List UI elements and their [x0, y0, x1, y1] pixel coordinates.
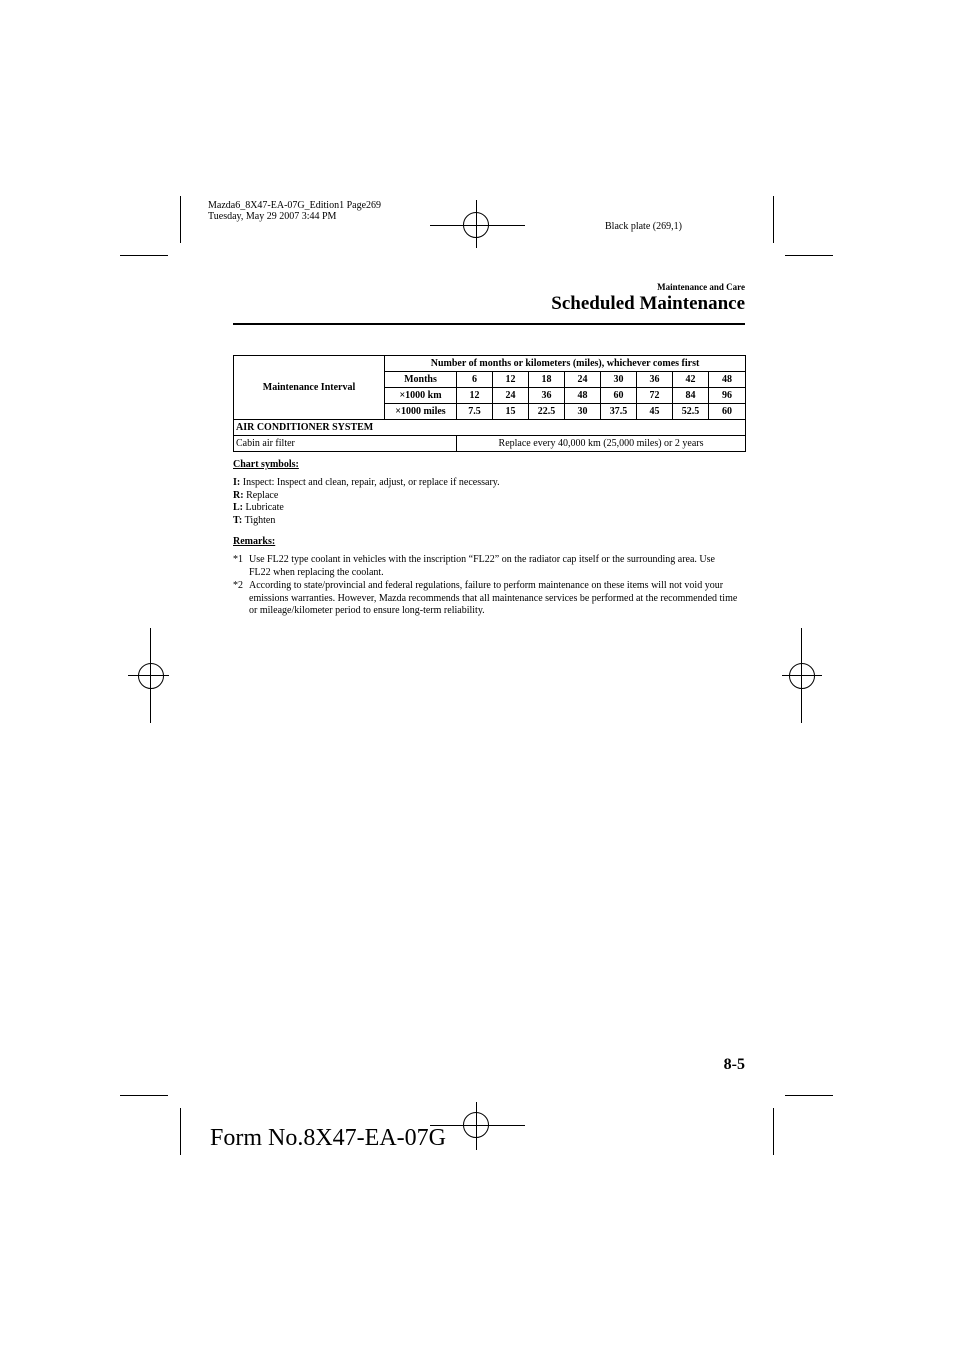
table-cell: 52.5 — [673, 404, 709, 420]
page-title: Scheduled Maintenance — [551, 293, 745, 314]
table-cell: 22.5 — [529, 404, 565, 420]
symbol-item — [233, 490, 278, 501]
table-cell: 15 — [493, 404, 529, 420]
symbol-text: Tighten — [242, 515, 276, 526]
table-cell: 60 — [601, 388, 637, 404]
table-cell: 18 — [529, 372, 565, 388]
table-cell: 42 — [673, 372, 709, 388]
symbol-text: Replace — [243, 490, 279, 501]
table-row — [234, 436, 746, 452]
table-cell: 72 — [637, 388, 673, 404]
table-cell: 48 — [709, 372, 746, 388]
remark-item — [233, 554, 738, 579]
symbol-key: R: — [233, 490, 244, 501]
table-cell: 30 — [565, 404, 601, 420]
form-number: Form No.8X47-EA-07G — [210, 1125, 446, 1151]
row-label: ×1000 miles — [385, 404, 457, 420]
print-header-date: Tuesday, May 29 2007 3:44 PM — [208, 211, 337, 222]
symbol-text: Lubricate — [243, 502, 284, 513]
remarks-heading: Remarks: — [233, 536, 276, 547]
section-label: Maintenance and Care — [657, 282, 745, 292]
maintenance-table — [233, 355, 746, 452]
symbol-item — [233, 477, 500, 488]
remark-number: *1 — [233, 554, 243, 565]
row-label: ×1000 km — [385, 388, 457, 404]
item-name: Cabin air filter — [234, 436, 457, 452]
symbol-item — [233, 502, 284, 513]
table-cell: 24 — [493, 388, 529, 404]
row-label: Months — [385, 372, 457, 388]
table-cell: 48 — [565, 388, 601, 404]
remark-item — [233, 580, 738, 618]
page-number: 8-5 — [723, 1056, 745, 1073]
table-cell: 12 — [457, 388, 493, 404]
chart-symbols-heading: Chart symbols: — [233, 459, 299, 470]
title-rule — [233, 323, 745, 325]
table-cell: 7.5 — [457, 404, 493, 420]
table-cell: 37.5 — [601, 404, 637, 420]
table-cell: 96 — [709, 388, 746, 404]
table-cell: 36 — [637, 372, 673, 388]
table-cell: 36 — [529, 388, 565, 404]
item-value: Replace every 40,000 km (25,000 miles) or 2 years — [457, 436, 746, 452]
symbol-key: L: — [233, 502, 243, 513]
print-header-plate: Black plate (269,1) — [605, 221, 682, 232]
symbol-item — [233, 515, 275, 526]
table-cell: 6 — [457, 372, 493, 388]
maintenance-interval-label: Maintenance Interval — [234, 356, 385, 420]
system-heading: AIR CONDITIONER SYSTEM — [234, 420, 746, 436]
symbol-key: T: — [233, 515, 243, 526]
symbol-key: I: — [233, 477, 241, 488]
table-row — [234, 420, 746, 436]
table-cell: 30 — [601, 372, 637, 388]
symbol-text: Inspect: Inspect and clean, repair, adjust, or replace if necessary. — [240, 477, 500, 488]
remark-text: Use FL22 type coolant in vehicles with the inscription “FL22” on the radiator cap itself or the surrounding area. Use FL22 when replacing the coolant. — [249, 554, 715, 578]
remark-number: *2 — [233, 580, 243, 591]
remark-text: According to state/provincial and federal regulations, failure to perform maintenance on these items will not void your emissions warranties. However, Mazda recommends that all maintenance services be performed at the recommended time or mileage/kilometer period to ensure long-term reliability. — [249, 580, 738, 616]
table-cell: 12 — [493, 372, 529, 388]
table-cell: 24 — [565, 372, 601, 388]
table-cell: 60 — [709, 404, 746, 420]
interval-header: Number of months or kilometers (miles), whichever comes first — [385, 356, 746, 372]
table-cell: 45 — [637, 404, 673, 420]
table-cell: 84 — [673, 388, 709, 404]
print-header-file: Mazda6_8X47-EA-07G_Edition1 Page269 — [208, 200, 382, 211]
